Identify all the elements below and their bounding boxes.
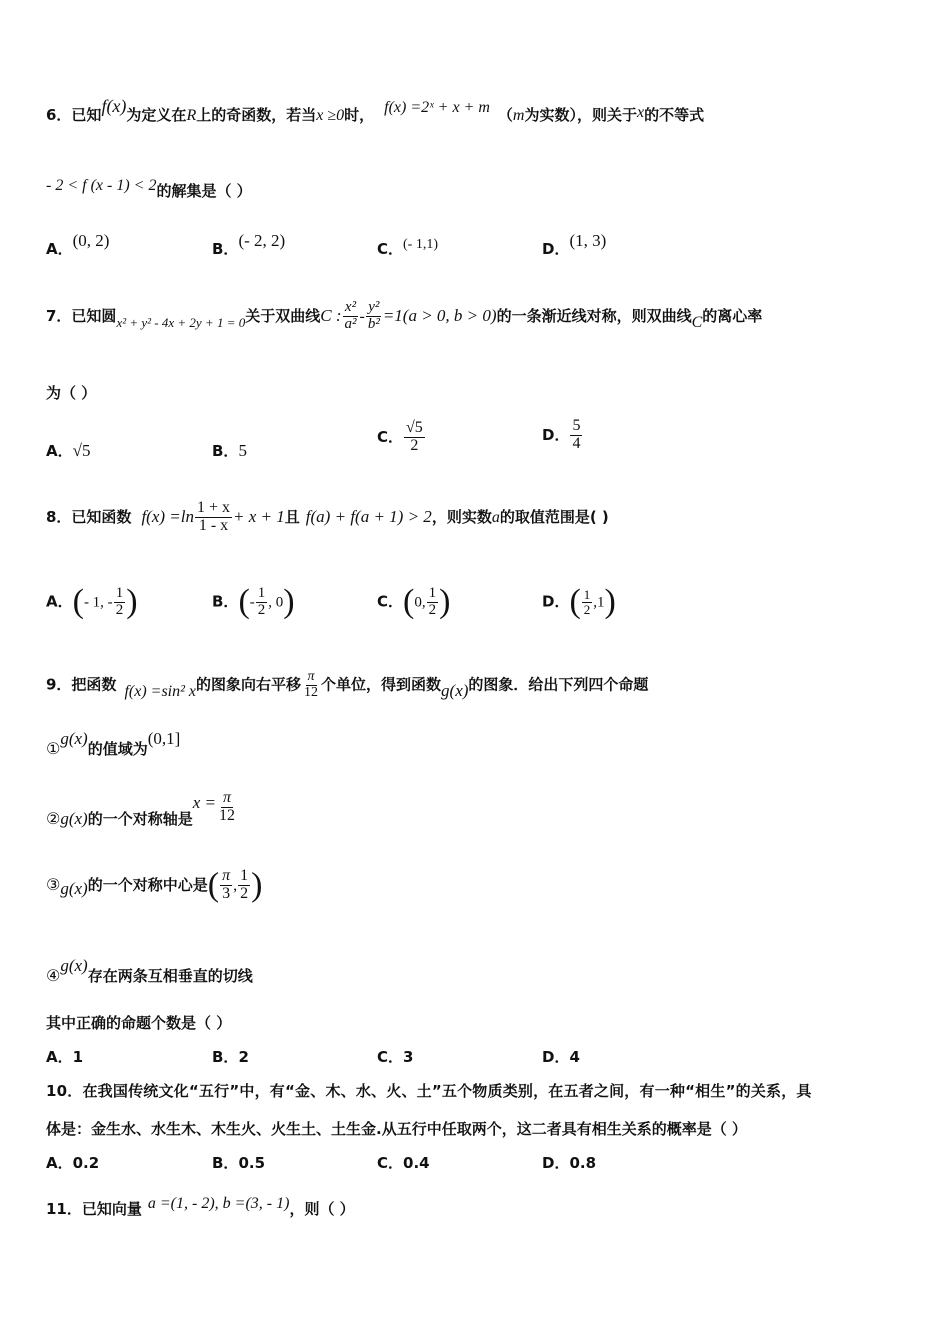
q7-option-d[interactable]: D． $\frac{5}{4}$ bbox=[542, 417, 581, 452]
vector-definition: a =(1, - 2), b =(3, - 1) bbox=[147, 1195, 290, 1212]
question-7-line-1: 7．已知圆x² + y² - 4x + 2y + 1 = 0关于双曲线C : $\frac{\text{x²}}{\text{a²}}$ - $\frac{\text{y²}}{\text{b²}}$ =1(a > 0, b > 0)的一条渐近线对称，则双曲线C的离心率 bbox=[46, 299, 763, 332]
question-10-line-2: 体是：金生水、水生木、木生火、火生土、土生金.从五行中任取两个，这二者具有相生关系的概率是（ ） bbox=[46, 1120, 747, 1138]
q6-option-d[interactable]: D．(1, 3) bbox=[542, 231, 607, 258]
proposition-3: ③g(x)的一个对称中心是( $\frac{\pi}{3}$ , $\frac{1}{2}$ ) bbox=[46, 866, 263, 904]
ln-fraction: $\frac{1 + x}{1 - x}$ bbox=[197, 499, 231, 534]
q6-option-c[interactable]: C．(- 1,1) bbox=[377, 237, 439, 258]
inequality: - 2 < f (x - 1) < 2 bbox=[46, 177, 157, 194]
formula-f: f(x) =2ˣ + x + m bbox=[384, 99, 490, 116]
q6-option-a[interactable]: A．(0, 2) bbox=[46, 231, 110, 258]
q8-option-a[interactable]: A．(- 1, - $\frac{1}{2}$ ) bbox=[46, 583, 138, 620]
q6-option-b[interactable]: B．(- 2, 2) bbox=[212, 231, 286, 258]
q10-option-d[interactable]: D．0.8 bbox=[542, 1154, 597, 1172]
question-11-line: 11．已知向量 a =(1, - 2), b =(3, - 1)，则（ ） bbox=[46, 1195, 355, 1218]
question-8-line: 8．已知函数 f(x) =ln $\frac{1 + x}{1 - x}$ + x + 1且 f(a) + f(a + 1) > 2，则实数a的取值范围是( ) bbox=[46, 499, 609, 534]
q8-option-d[interactable]: D．( $\frac{1}{2}$ ,1) bbox=[542, 583, 616, 620]
q10-option-a[interactable]: A．0.2 bbox=[46, 1154, 100, 1172]
proposition-1: ①g(x)的值域为(0,1] bbox=[46, 729, 181, 758]
question-10-line-1: 10．在我国传统文化“五行”中，有“金、木、水、火、土”五个物质类别，在五者之间，有一种“相生”的关系，具 bbox=[46, 1082, 812, 1100]
q10-option-c[interactable]: C．0.4 bbox=[377, 1154, 430, 1172]
q8-option-c[interactable]: C．(0, $\frac{1}{2}$ ) bbox=[377, 583, 451, 620]
question-9-line: 9．把函数 f(x) =sin² x的图象向右平移 $\frac{\pi}{12}$ 个单位，得到函数g(x)的图象．给出下列四个命题 bbox=[46, 669, 649, 700]
q9-option-c[interactable]: C．3 bbox=[377, 1048, 414, 1066]
q10-option-b[interactable]: B．0.5 bbox=[212, 1154, 266, 1172]
q9-option-b[interactable]: B．2 bbox=[212, 1048, 249, 1066]
hyperbola-frac-x: $\frac{\text{x²}}{\text{a²}}$ bbox=[344, 299, 357, 332]
circle-equation: x² + y² - 4x + 2y + 1 = 0 bbox=[116, 314, 246, 330]
q9-option-d[interactable]: D．4 bbox=[542, 1048, 580, 1066]
question-7-line-2: 为（ ） bbox=[46, 384, 97, 402]
question-6-line-2: - 2 < f (x - 1) < 2的解集是（ ） bbox=[46, 177, 252, 200]
question-6-line-1: 6．已知f(x)为定义在R上的奇函数，若当x ≥0时， f(x) =2ˣ + x + m （m为实数），则关于x的不等式 bbox=[46, 96, 705, 124]
proposition-2: ②g(x)的一个对称轴是x = $\frac{\pi}{12}$ bbox=[46, 789, 236, 828]
q8-option-b[interactable]: B．(- $\frac{1}{2}$ , 0) bbox=[212, 583, 295, 620]
proposition-4: ④g(x)存在两条互相垂直的切线 bbox=[46, 956, 253, 985]
q7-option-c[interactable]: C． $\frac{√5}{2}$ bbox=[377, 419, 423, 454]
q7-option-b[interactable]: B．5 bbox=[212, 441, 247, 460]
question-9-stem: 其中正确的命题个数是（ ） bbox=[46, 1014, 232, 1032]
q7-option-a[interactable]: A．√5 bbox=[46, 441, 91, 460]
hyperbola-frac-y: $\frac{\text{y²}}{\text{b²}}$ bbox=[367, 299, 380, 332]
q9-option-a[interactable]: A．1 bbox=[46, 1048, 84, 1066]
f-of-x: f(x) bbox=[101, 96, 127, 116]
